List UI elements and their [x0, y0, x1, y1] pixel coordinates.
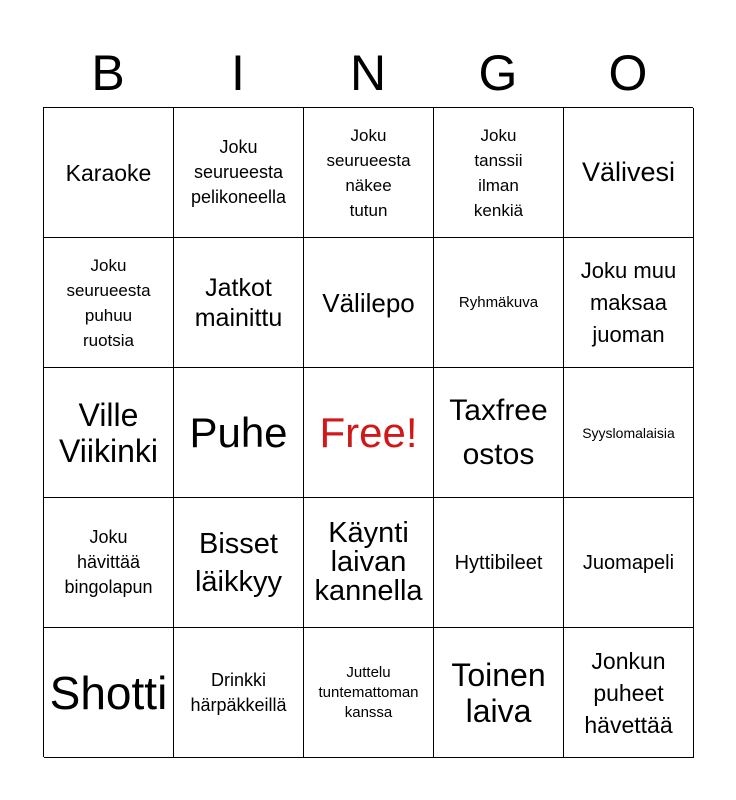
- bingo-cell-r1c2[interactable]: [174, 108, 304, 238]
- bingo-cell-r4c4[interactable]: [434, 498, 564, 628]
- bingo-cell-r5c3[interactable]: [304, 628, 434, 758]
- bingo-cell-r5c2[interactable]: [174, 628, 304, 758]
- cell-text: Ville Viikinki: [59, 396, 158, 469]
- cell-text: Joku seurueesta puhuu ruotsia: [66, 255, 151, 350]
- cell-text: Jatkot mainittu: [194, 273, 283, 332]
- bingo-cell-r3c2[interactable]: [174, 368, 304, 498]
- header-letter-o: O: [608, 45, 648, 101]
- cell-text: Syyslomalaisia: [582, 424, 675, 441]
- header-letter-i: I: [231, 45, 245, 101]
- bingo-cell-r2c4[interactable]: [434, 238, 564, 368]
- bingo-cell-r4c3[interactable]: [304, 498, 434, 628]
- cell-text: Joku tanssii ilman kenkiä: [473, 125, 524, 220]
- header-letter-g: G: [478, 45, 518, 101]
- cell-text: Käynti laivan kannella: [314, 517, 423, 607]
- header-letter-n: N: [349, 45, 387, 101]
- cell-text: Ryhmäkuva: [458, 293, 539, 311]
- cell-text: Juomapeli: [582, 551, 675, 574]
- bingo-cell-r5c4[interactable]: [434, 628, 564, 758]
- bingo-grid: [43, 107, 693, 757]
- cell-text: Välilepo: [322, 287, 415, 318]
- cell-text: Puhe: [189, 408, 288, 456]
- bingo-cell-r1c4[interactable]: [434, 108, 564, 238]
- bingo-cell-r3c1[interactable]: [44, 368, 174, 498]
- cell-text: Joku seurueesta näkee tutun: [326, 125, 411, 220]
- bingo-cell-r2c1[interactable]: [44, 238, 174, 368]
- cell-text: Joku hävittää bingolapun: [64, 527, 153, 597]
- cell-text: Joku muu maksaa juoman: [580, 257, 677, 347]
- cell-text: Taxfree ostos: [449, 393, 548, 471]
- cell-text: Juttelu tuntemattoman kanssa: [318, 663, 419, 721]
- bingo-cell-r3c5[interactable]: [564, 368, 694, 498]
- cell-text: Joku seurueesta pelikoneella: [190, 137, 287, 207]
- bingo-cell-r2c3[interactable]: [304, 238, 434, 368]
- bingo-cell-r1c1[interactable]: [44, 108, 174, 238]
- cell-text: Shotti: [49, 666, 168, 719]
- bingo-cell-r3c4[interactable]: [434, 368, 564, 498]
- bingo-cell-r4c2[interactable]: [174, 498, 304, 628]
- header-letter-b: B: [91, 45, 125, 101]
- cell-text: Bisset läikkyy: [194, 527, 282, 598]
- cell-text: Jonkun puheet hävettää: [584, 647, 673, 738]
- cell-text: Drinkki härpäkkeillä: [190, 669, 287, 715]
- cell-text: Välivesi: [581, 157, 676, 187]
- bingo-cell-r1c5[interactable]: [564, 108, 694, 238]
- cell-text: Karaoke: [65, 159, 152, 186]
- free-space-text: Free!: [319, 408, 418, 456]
- bingo-cell-free[interactable]: [304, 368, 434, 498]
- bingo-cell-r4c1[interactable]: [44, 498, 174, 628]
- bingo-cell-r5c1[interactable]: [44, 628, 174, 758]
- cell-text: Hyttibileet: [454, 551, 543, 574]
- bingo-cell-r5c5[interactable]: [564, 628, 694, 758]
- bingo-header: [43, 38, 693, 108]
- cell-text: Toinen laiva: [451, 656, 546, 729]
- bingo-cell-r1c3[interactable]: [304, 108, 434, 238]
- bingo-cell-r2c5[interactable]: [564, 238, 694, 368]
- bingo-cell-r2c2[interactable]: [174, 238, 304, 368]
- bingo-cell-r4c5[interactable]: [564, 498, 694, 628]
